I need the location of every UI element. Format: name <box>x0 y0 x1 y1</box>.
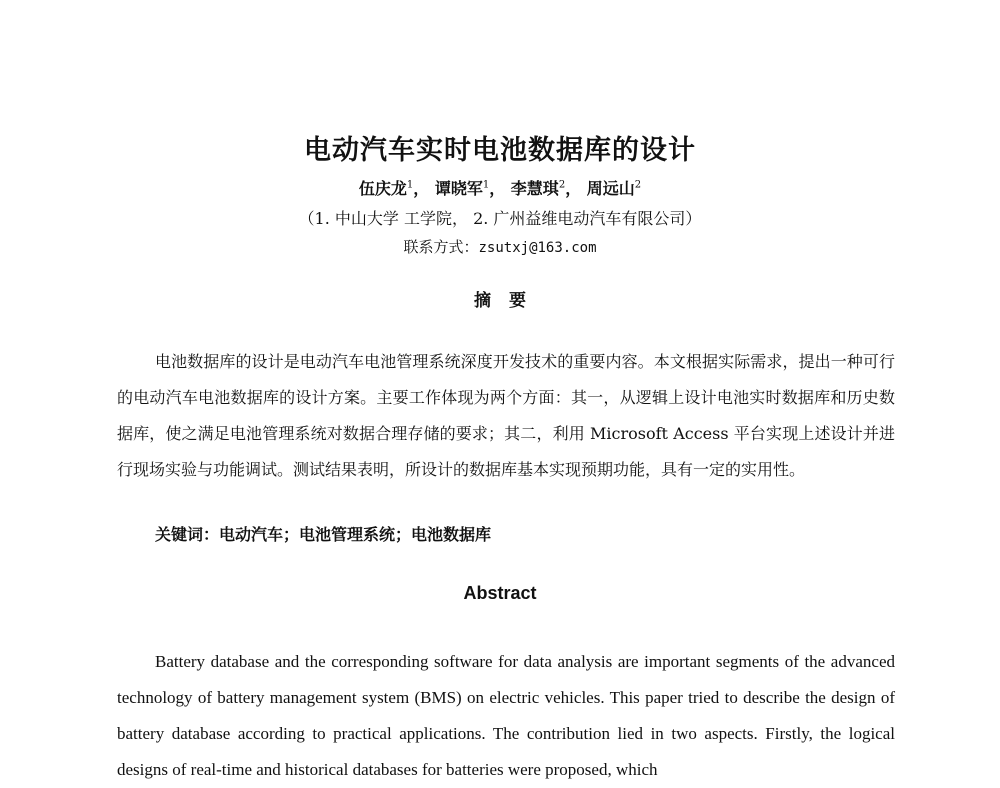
author-name: 谭晓军 <box>434 179 483 198</box>
abstract-body-en: Battery database and the corresponding software for data analysis are important segments of the advanced technology of battery management system (BMS) on electric vehicles. This paper tried to describe the design of battery database according to practical applications. The contribution lied in two aspects. Firstly, the logical designs of real-time and historical databases for batteries were proposed, which <box>117 652 895 779</box>
author-name: 伍庆龙 <box>358 179 407 198</box>
author-separator: ， <box>413 179 430 198</box>
keywords-value: 电动汽车；电池管理系统；电池数据库 <box>219 525 492 544</box>
abstract-body-zh: 电池数据库的设计是电动汽车电池管理系统深度开发技术的重要内容。本文根据实际需求，提出一种可行的电动汽车电池数据库的设计方案。主要工作体现为两个方面：其一，从逻辑上设计电池实时数据库和历史数据库，使之满足电池管理系统对数据合理存储的要求；其二，利用 Microsoft Access 平台实现上述设计并进行现场实验与功能调试。测试结果表明，所设计的数据库基本实现预期功能，具有一定的实用性。 <box>117 352 895 479</box>
paper-title: 电动汽车实时电池数据库的设计 <box>304 135 696 166</box>
contact-email[interactable]: zsutxj@163.com <box>478 240 597 256</box>
author-affiliation-mark: 2 <box>558 179 566 191</box>
contact-line <box>0 236 1000 257</box>
author-name: 周远山 <box>586 179 635 198</box>
abstract-heading-en: Abstract <box>463 583 537 603</box>
author-affiliation-mark: 2 <box>634 179 642 191</box>
affiliation-line: （1. 中山大学 工学院， 2. 广州益维电动汽车有限公司） <box>298 209 702 228</box>
author-name: 李慧琪 <box>510 179 559 198</box>
contact-label: 联系方式： <box>403 238 479 256</box>
author-separator: ， <box>565 179 582 198</box>
author-affiliation-mark: 1 <box>406 179 414 191</box>
keywords-line <box>155 522 491 545</box>
author-separator: ， <box>489 179 506 198</box>
keywords-label: 关键词： <box>155 525 220 544</box>
abstract-heading-zh: 摘要 <box>474 291 544 311</box>
author-list <box>0 176 1000 199</box>
author-affiliation-mark: 1 <box>482 179 490 191</box>
